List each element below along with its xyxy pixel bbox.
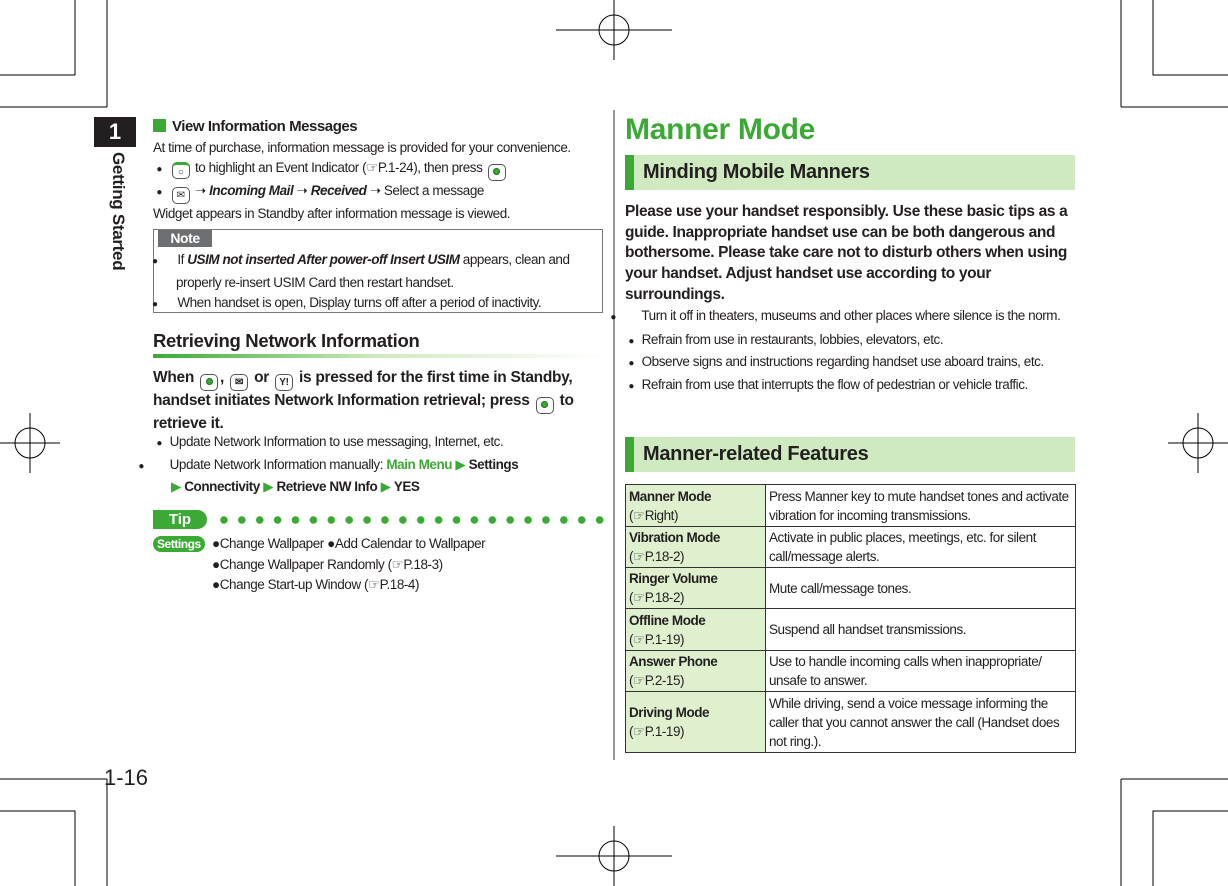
heading-minding-manners: Minding Mobile Manners bbox=[625, 155, 1075, 190]
center-key-icon bbox=[488, 164, 506, 181]
note-label: Note bbox=[158, 230, 212, 247]
tip-header bbox=[153, 510, 605, 530]
table-row: Driving Mode (☞P.1-19) While driving, send a voice message informing the caller that you cannot answer the call (Handset does not ring.). bbox=[626, 692, 1076, 753]
page-title: Manner Mode bbox=[625, 113, 816, 146]
table-row: Offline Mode (☞P.1-19) Suspend all handset transmissions. bbox=[626, 609, 1076, 651]
bullet: ● ✉ ➝ Incoming Mail ➝ Received ➝ Select a message bbox=[153, 181, 605, 204]
table-row: Manner Mode (☞Right) Press Manner key to mute handset tones and activate vibration for incoming transmissions. bbox=[626, 485, 1076, 527]
center-key-icon bbox=[536, 397, 554, 414]
manners-bullets: ● Turn it off in theaters, museums and other places where silence is the norm. ● Refrain from use in restaurants, lobbies, elevators, etc. ● Observe signs and instructions regarding handset use aboard trains, etc. ● Refrain from use that interrupts the flow of pedestrian or vehicle traffic. bbox=[610, 308, 1061, 392]
mail-key-icon: ✉ bbox=[172, 187, 190, 204]
green-square-icon bbox=[153, 119, 166, 132]
heading-manner-features: Manner-related Features bbox=[625, 437, 1075, 472]
tip-label: Tip bbox=[153, 510, 207, 529]
after-text: Widget appears in Standby after information message is viewed. bbox=[153, 206, 511, 221]
network-lead: When , ✉ or Y! is pressed for the first time in Standby, handset initiates Network Information retrieval; press to retrieve it. bbox=[153, 369, 574, 432]
center-key-icon bbox=[200, 374, 218, 391]
settings-badge: Settings bbox=[153, 536, 205, 552]
page-number: 1-16 bbox=[104, 765, 149, 790]
section-title: View Information Messages bbox=[172, 118, 358, 135]
section-view-info bbox=[153, 117, 605, 225]
note-box: Note ● If USIM not inserted After power-off Insert USIM appears, clean and properly re-insert USIM Card then restart handset. ● When handset is open, Display turns off after a period of inactivity. bbox=[153, 229, 603, 313]
yahoo-key-icon: Y! bbox=[275, 374, 293, 391]
network-bullets: ● Update Network Information to use messaging, Internet, etc. ● Update Network Information manually: Main Menu ▶ Settings ▶ Connectivity ▶ Retrieve NW Info ▶ YES bbox=[138, 434, 519, 494]
features-table bbox=[625, 484, 1076, 753]
dotted-rule bbox=[215, 516, 605, 524]
table-row: Answer Phone (☞P.2-15) Use to handle incoming calls when inappropriate/ unsafe to answer. bbox=[626, 651, 1076, 692]
table-row: Ringer Volume (☞P.18-2) Mute call/message tones. bbox=[626, 568, 1076, 609]
tip-body: Settings ●Change Wallpaper ●Add Calendar to Wallpaper ●Change Wallpaper Randomly (☞P.18-3) ●Change Start-up Window (☞P.18-4) bbox=[153, 534, 605, 596]
section-heading-network: Retrieving Network Information bbox=[153, 330, 603, 358]
intro-text: At time of purchase, information message is provided for your convenience. bbox=[153, 139, 571, 155]
nav-key-icon: ○ bbox=[172, 162, 190, 179]
chapter-title: Getting Started bbox=[109, 152, 128, 271]
manners-lead: Please use your handset responsibly. Use these basic tips as a guide. Inappropriate handset use can be both dangerous and bothersome. Please take care not to disturb others when using your handset. Adjust handset use according to your surroundings. bbox=[625, 203, 1068, 303]
bullet: ● ○ to highlight an Event Indicator (☞P.1-24), then press bbox=[153, 158, 605, 181]
chapter-tab: 1 bbox=[94, 117, 136, 147]
table-row: Vibration Mode (☞P.18-2) Activate in public places, meetings, etc. for silent call/message alerts. bbox=[626, 527, 1076, 568]
ref-hand-icon: ☞ bbox=[366, 160, 378, 175]
mail-key-icon: ✉ bbox=[230, 374, 248, 391]
